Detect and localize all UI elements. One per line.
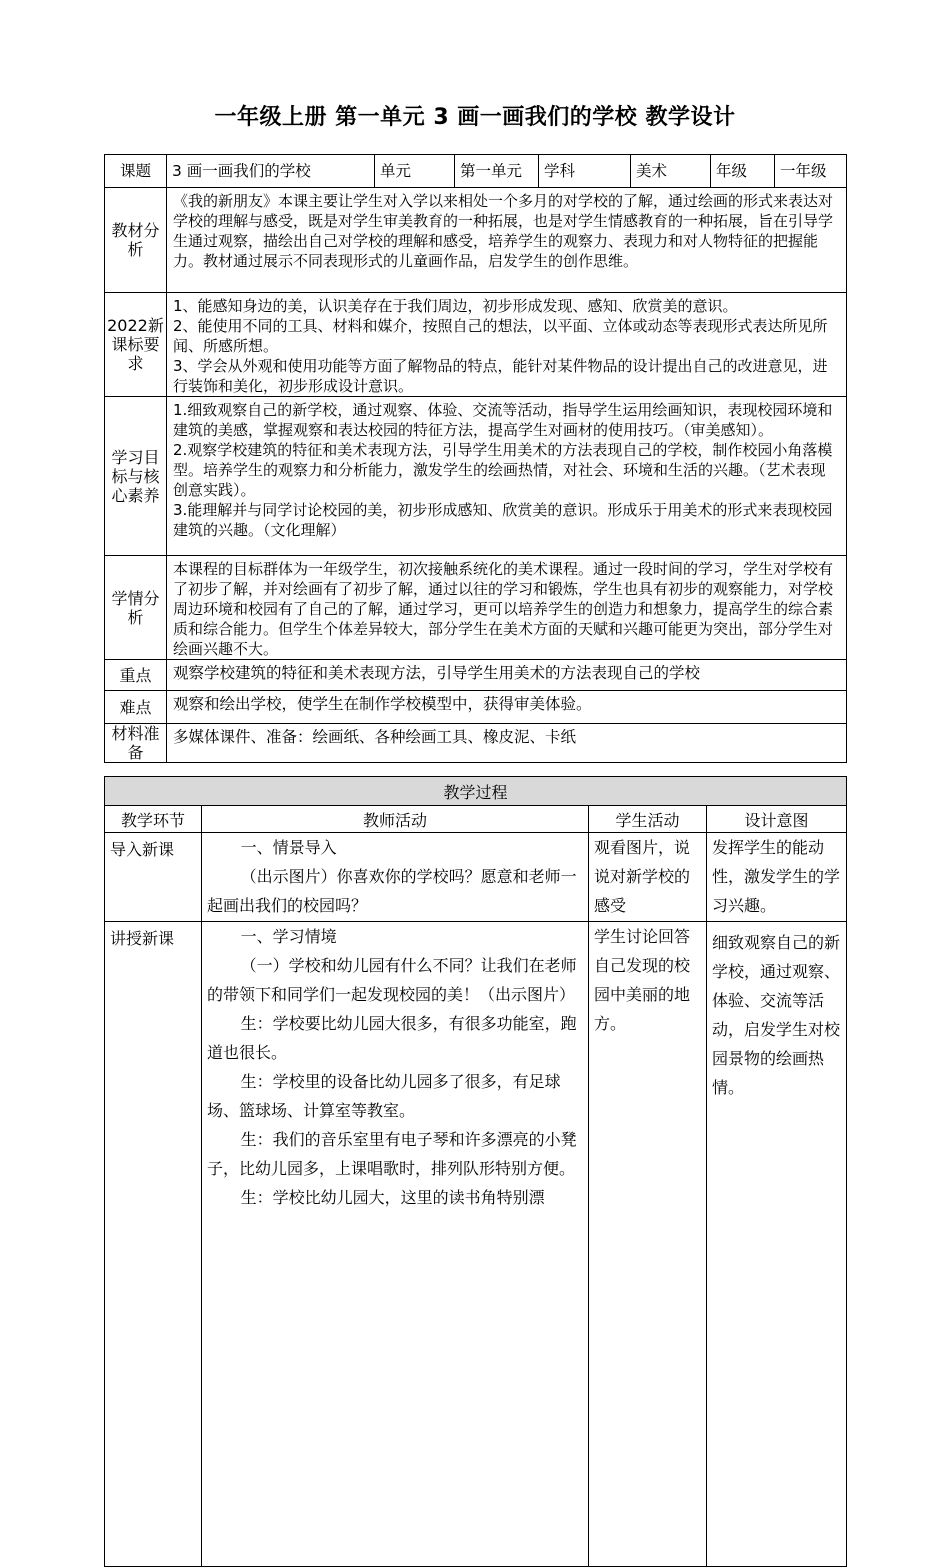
curriculum-standard-row: [105, 293, 847, 397]
subject-value: 美术: [631, 155, 711, 188]
grade-value: 一年级: [775, 155, 847, 188]
difficulty-row: [105, 691, 847, 724]
student-activity-cell: [589, 833, 707, 922]
teacher-activity-paragraph: 生：学校里的设备比幼儿园多了很多，有足球场、篮球场、计算室等教室。: [207, 1072, 561, 1120]
design-intent-cell: [707, 922, 847, 1567]
topic-value: 3 画一画我们的学校: [167, 155, 375, 188]
design-intent-text: 细致观察自己的新学校，通过观察、体验、交流等活动，启发学生对校园景物的绘画热情。: [712, 933, 841, 1097]
key-point-label: 重点: [105, 660, 167, 691]
materials-label: 材料准备: [105, 724, 167, 763]
material-analysis-row: [105, 188, 847, 293]
teacher-activity-paragraph: （一）学校和幼儿园有什么不同？让我们在老师的带领下和同学们一起发现校园的美！（出示图片）: [207, 956, 577, 1004]
process-row-new-lesson: [105, 922, 847, 1567]
student-activity-cell: [589, 922, 707, 1567]
stage-cell: 讲授新课: [105, 922, 202, 1567]
materials-row: [105, 724, 847, 763]
teacher-activity-cell: [202, 833, 589, 922]
difficulty-text: 观察和绘出学校，使学生在制作学校模型中，获得审美体验。: [167, 691, 847, 724]
material-analysis-text: 《我的新朋友》本课主要让学生对入学以来相处一个多月的对学校的了解，通过绘画的形式来表达对学校的理解与感受，既是对学生审美教育的一种拓展，也是对学生情感教育的一种拓展，旨在引导学生通过观察，描绘出自己对学校的理解和感受，培养学生的观察力、表现力和对人物特征的把握能力。教材通过展示不同表现形式的儿童画作品，启发学生的创作思维。: [167, 188, 847, 293]
curriculum-standard-body: [167, 293, 847, 397]
grade-label: 年级: [711, 155, 775, 188]
unit-value: 第一单元: [455, 155, 539, 188]
lesson-info-table: [104, 154, 847, 763]
unit-label: 单元: [375, 155, 455, 188]
teacher-activity-paragraph: （出示图片）你喜欢你的学校吗？愿意和老师一起画出我们的校园吗？: [207, 867, 577, 915]
teaching-process-table: [104, 776, 847, 1567]
standard-line: 1、能感知身边的美，认识美存在于我们周边，初步形成发现、感知、欣赏美的意识。: [173, 297, 738, 315]
learning-goals-label: 学习目标与核心素养: [105, 397, 167, 556]
subject-label: 学科: [539, 155, 631, 188]
teacher-activity-cell: [202, 922, 589, 1567]
process-banner: 教学过程: [105, 777, 847, 806]
info-header-row: [105, 155, 847, 188]
goal-line: 1.细致观察自己的新学校，通过观察、体验、交流等活动，指导学生运用绘画知识，表现校园环境和建筑的美感，掌握观察和表达校园的特征方法，提高学生对画材的使用技巧。（审美感知）。: [173, 401, 833, 439]
teacher-activity-paragraph: 生：我们的音乐室里有电子琴和许多漂亮的小凳子，比幼儿园多，上课唱歌时，排列队形特别方便。: [207, 1130, 577, 1178]
student-activity-text: 观看图片，说说对新学校的感受: [594, 838, 691, 915]
student-activity-text: 学生讨论回答自己发现的校园中美丽的地方。: [594, 927, 691, 1033]
learning-goals-row: [105, 397, 847, 556]
curriculum-standard-label: 2022新课标要求: [105, 293, 167, 397]
material-analysis-label: 教材分析: [105, 188, 167, 293]
process-row-intro: [105, 833, 847, 922]
student-analysis-text: 本课程的目标群体为一年级学生，初次接触系统化的美术课程。通过一段时间的学习，学生对学校有了初步了解，并对绘画有了初步了解，通过以往的学习和锻炼，学生也具有初步的观察能力，对学校周边环境和校园有了自己的了解，通过学习，更可以培养学生的创造力和想象力，提高学生的综合素质和综合能力。但学生个体差异较大，部分学生在美术方面的天赋和兴趣可能更为突出，部分学生对绘画兴趣不大。: [167, 556, 847, 660]
goal-line: 2.观察学校建筑的特征和美术表现方法，引导学生用美术的方法表现自己的学校，制作校园小角落模型。培养学生的观察力和分析能力，激发学生的绘画热情，对社会、环境和生活的兴趣。（艺术表现 创意实践）。: [173, 441, 833, 499]
difficulty-label: 难点: [105, 691, 167, 724]
student-analysis-row: [105, 556, 847, 660]
teacher-activity-paragraph: 生：学校比幼儿园大，这里的读书角特别漂: [240, 1188, 545, 1207]
goal-line: 3.能理解并与同学讨论校园的美，初步形成感知、欣赏美的意识。形成乐于用美术的形式来表现校园建筑的兴趣。（文化理解）: [173, 501, 833, 539]
column-header-student: 学生活动: [589, 806, 707, 833]
key-point-text: 观察学校建筑的特征和美术表现方法，引导学生用美术的方法表现自己的学校: [167, 660, 847, 691]
standard-line: 2、能使用不同的工具、材料和媒介，按照自己的想法，以平面、立体或动态等表现形式表达所见所闻、所感所想。: [173, 317, 828, 355]
column-header-stage: 教学环节: [105, 806, 202, 833]
teacher-activity-paragraph: 一、学习情境: [240, 927, 337, 946]
learning-goals-body: [167, 397, 847, 556]
teacher-activity-paragraph: 生：学校要比幼儿园大很多，有很多功能室，跑道也很长。: [207, 1014, 577, 1062]
design-intent-cell: [707, 833, 847, 922]
process-column-header-row: [105, 806, 847, 833]
process-banner-row: [105, 777, 847, 806]
materials-text: 多媒体课件、准备：绘画纸、各种绘画工具、橡皮泥、卡纸: [167, 724, 847, 763]
student-analysis-label: 学情分析: [105, 556, 167, 660]
topic-label: 课题: [105, 155, 167, 188]
design-intent-text: 发挥学生的能动性，激发学生的学习兴趣。: [712, 838, 841, 915]
teacher-activity-paragraph: 一、情景导入: [240, 838, 337, 857]
standard-line: 3、学会从外观和使用功能等方面了解物品的特点，能针对某件物品的设计提出自己的改进意见，进行装饰和美化，初步形成设计意识。: [173, 357, 828, 395]
key-point-row: [105, 660, 847, 691]
document-title: 一年级上册 第一单元 3 画一画我们的学校 教学设计: [214, 105, 736, 130]
column-header-teacher: 教师活动: [202, 806, 589, 833]
column-header-intent: 设计意图: [707, 806, 847, 833]
stage-cell: 导入新课: [105, 833, 202, 922]
